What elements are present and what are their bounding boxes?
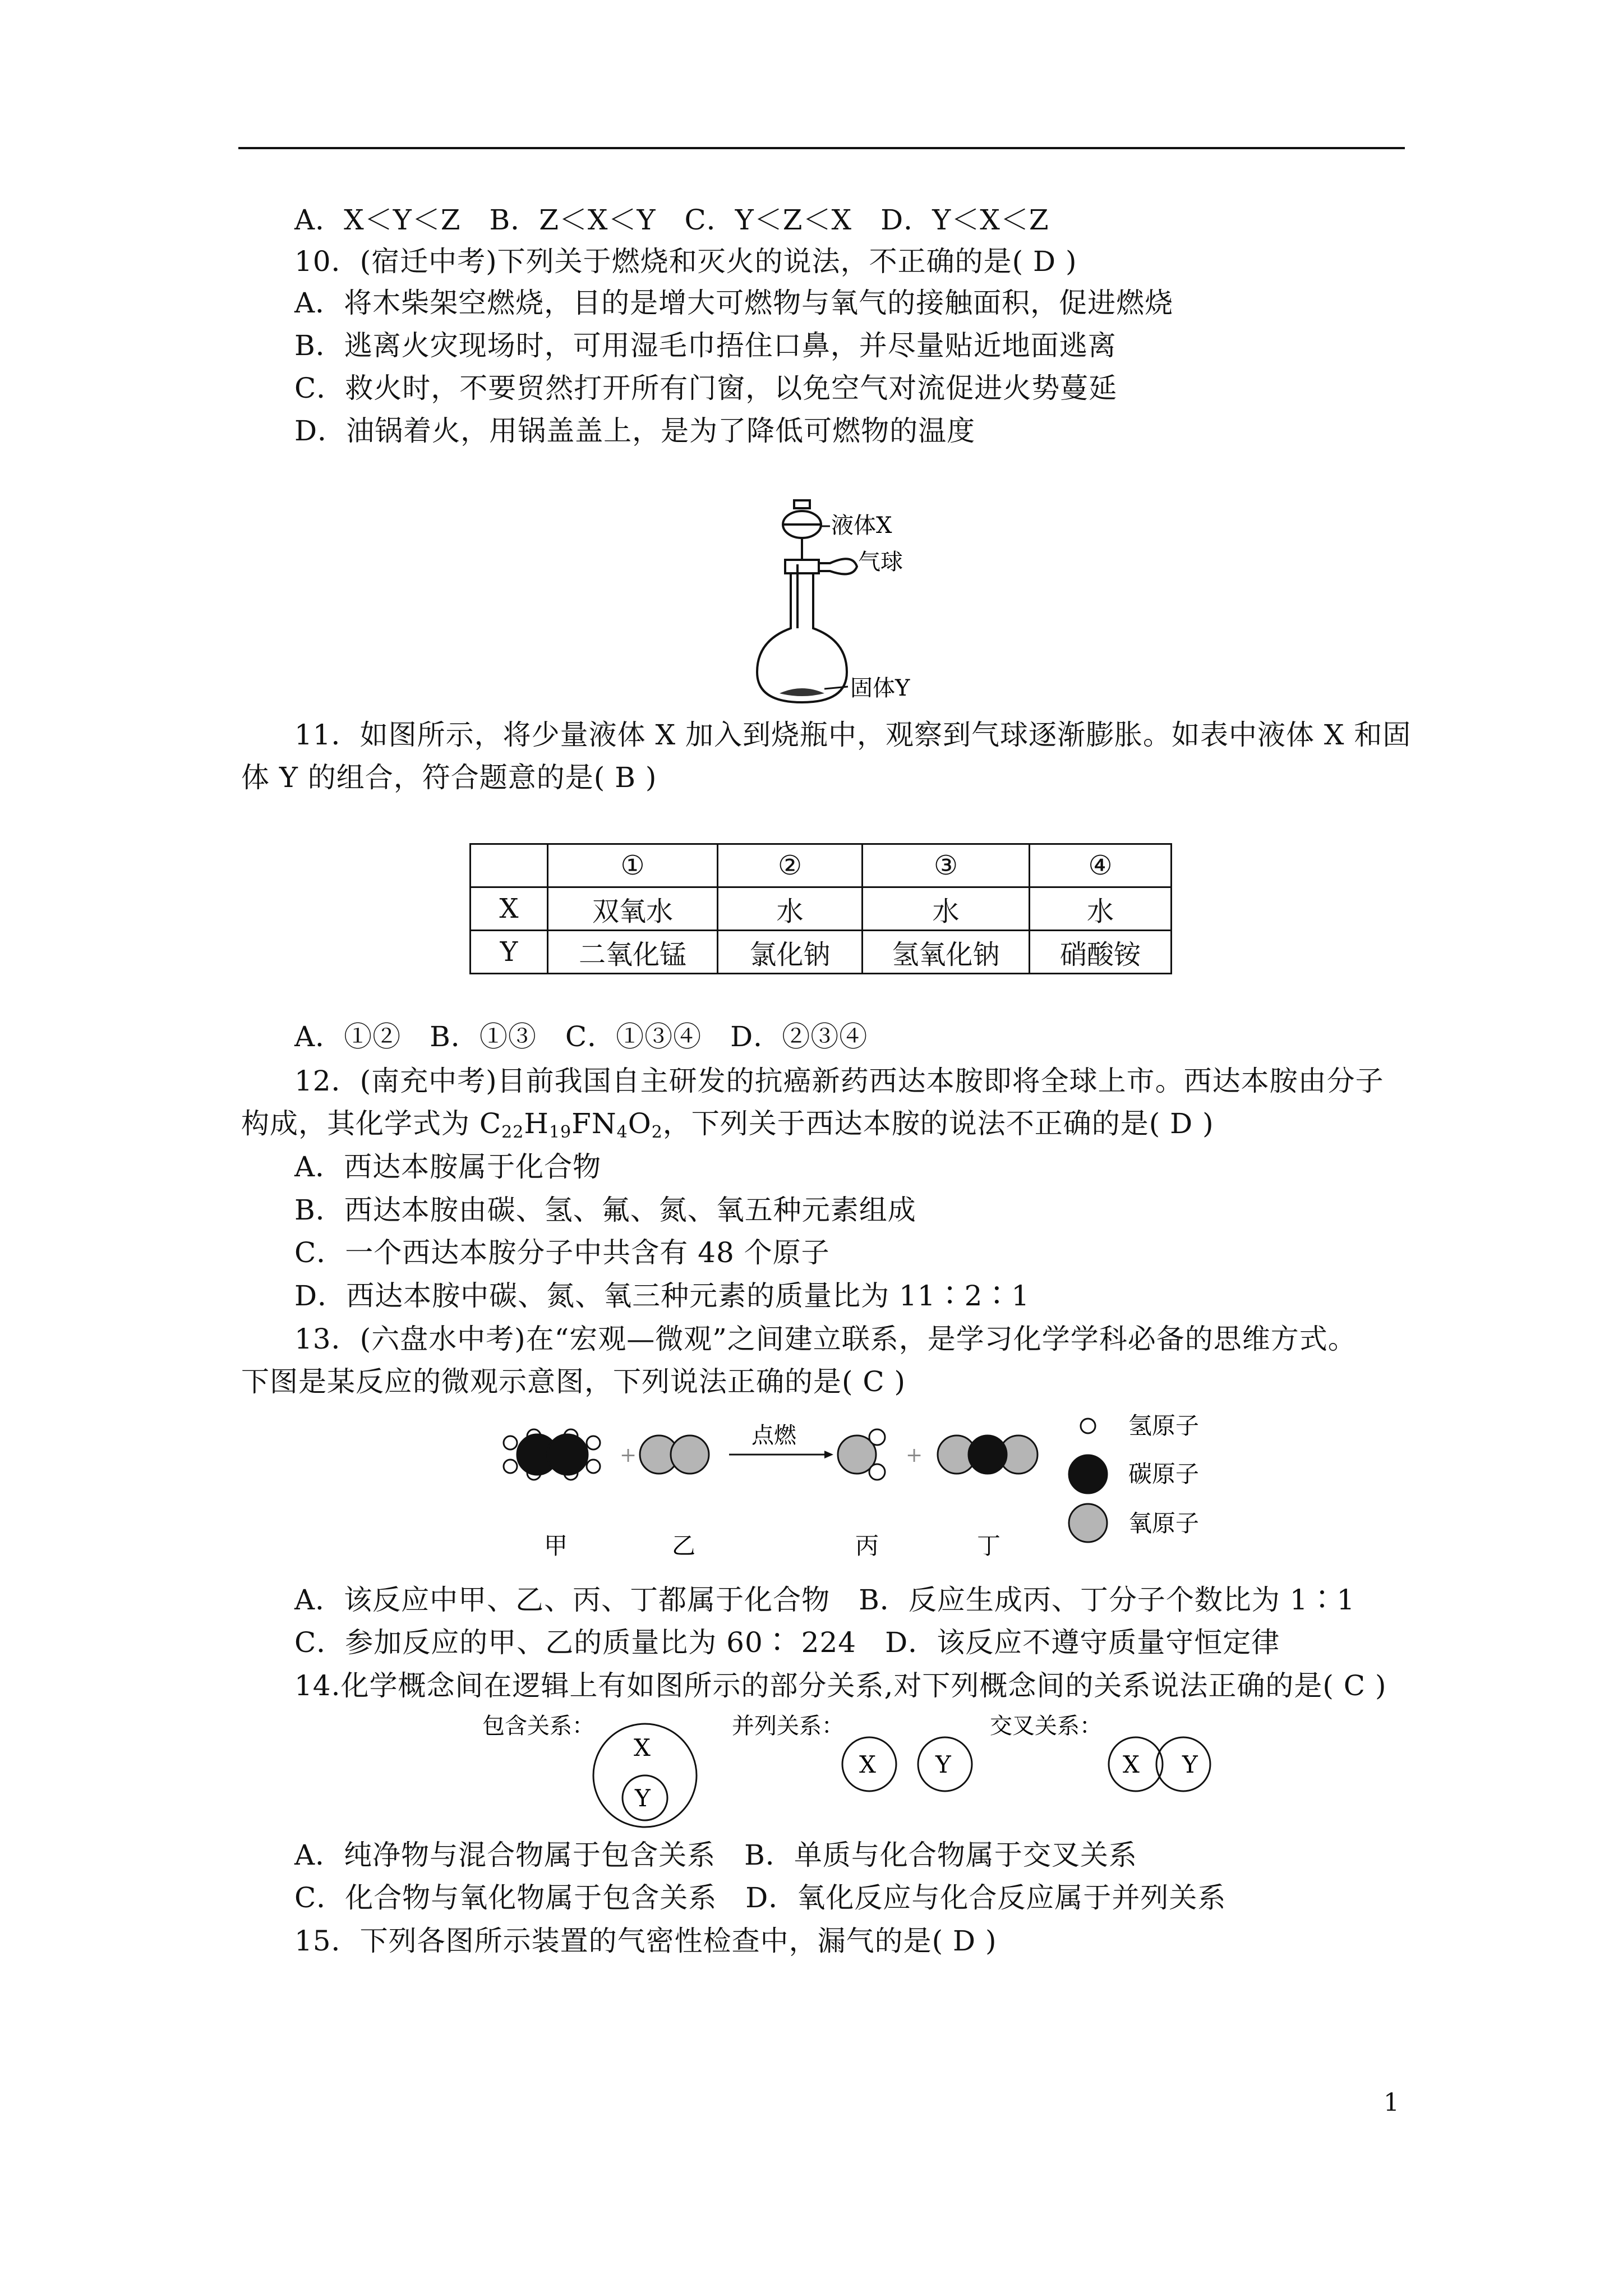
q9-options: A．X＜Y＜Z B．Z＜X＜Y C．Y＜Z＜X D．Y＜X＜Z [294,204,1049,236]
q12-option-c: C．一个西达本胺分子中共含有 48 个原子 [294,1236,830,1269]
q13-stem-line2: 下图是某反应的微观示意图，下列说法正确的是( C ) [241,1365,906,1398]
solid-y-label: 固体Y [850,675,910,701]
q11-stem-line2: 体 Y 的组合，符合题意的是( B ) [241,761,657,794]
q10-option-c: C．救火时，不要贸然打开所有门窗，以免空气对流促进火势蔓延 [294,372,1118,404]
cross-label: 交叉关系： [990,1713,1102,1739]
q10-option-b: B．逃离火灾现场时，可用湿毛巾捂住口鼻，并尽量贴近地面逃离 [294,329,1117,362]
q12-stem-line2: 构成，其化学式为 $C_{22}H_{19}FN_4O_2$，下列关于西达本胺的说法不正确的是( D ) [241,1107,1214,1142]
q14-options-line1: A．纯净物与混合物属于包含关系 B．单质与化合物属于交叉关系 [294,1839,1137,1871]
header-rule [238,147,1405,149]
parallel-label: 并列关系： [732,1713,844,1739]
q13-options-line2: C．参加反应的甲、乙的质量比为 60∶ 224 D．该反应不遵守质量守恒定律 [294,1626,1280,1659]
q10-option-a: A．将木柴架空燃烧，目的是增大可燃物与氧气的接触面积，促进燃烧 [294,287,1174,319]
legend-oxygen: 氧原子 [1128,1510,1200,1537]
contain-y: Y [635,1784,651,1812]
flask-apparatus-figure [746,494,959,707]
legend-hydrogen: 氢原子 [1128,1414,1200,1439]
contain-x: X [634,1734,651,1761]
parallel-y: Y [935,1751,951,1778]
cross-x: X [1123,1751,1140,1778]
q11-table [469,843,1172,974]
table-row: X 双氧水 水 水 水 [471,887,1172,931]
table-row: ① ② ③ ④ [471,844,1172,887]
q12-option-b: B．西达本胺由碳、氢、氟、氮、氧五种元素组成 [294,1194,916,1226]
concept-relation-diagram [482,1705,1290,1834]
label-jia: 甲 [544,1532,568,1559]
q13-options-line1: A．该反应中甲、乙、丙、丁都属于化合物 B．反应生成丙、丁分子个数比为 1∶1 [294,1584,1355,1616]
q14-options-line2: C．化合物与氧化物属于包含关系 D．氧化反应与化合反应属于并列关系 [294,1881,1227,1914]
q12-stem-line1: 12．(南充中考)目前我国自主研发的抗癌新药西达本胺即将全球上市。西达本胺由分子 [294,1065,1384,1097]
q14-stem: 14.化学概念间在逻辑上有如图所示的部分关系,对下列概念间的关系说法正确的是( C ) [294,1669,1387,1702]
plus-sign: + [906,1444,923,1467]
label-bing: 丙 [855,1532,879,1559]
table-row: Y 二氧化锰 氯化钠 氢氧化钠 硝酸铵 [471,931,1172,974]
contain-label: 包含关系： [482,1713,594,1739]
cross-y: Y [1182,1751,1198,1778]
q13-stem-line1: 13．(六盘水中考)在“宏观—微观”之间建立联系，是学习化学学科必备的思维方式。 [294,1323,1357,1355]
plus-sign: + [620,1444,637,1467]
page-number: 1 [1384,2088,1399,2117]
q11-options: A．①② B．①③ C．①③④ D．②③④ [294,1020,868,1053]
balloon-label: 气球 [858,549,903,575]
liquid-x-label: 液体X [831,513,892,539]
reaction-micro-diagram [494,1414,1256,1565]
q15-stem: 15．下列各图所示装置的气密性检查中，漏气的是( D ) [294,1925,997,1957]
q10-stem: 10．(宿迁中考)下列关于燃烧和灭火的说法，不正确的是( D ) [294,245,1077,278]
q11-stem-line1: 11．如图所示，将少量液体 X 加入到烧瓶中，观察到气球逐渐膨胀。如表中液体 X 和固 [294,719,1412,751]
reaction-condition: 点燃 [751,1423,796,1448]
label-yi: 乙 [672,1532,696,1559]
label-ding: 丁 [977,1532,1001,1559]
q10-option-d: D．油锅着火，用锅盖盖上，是为了降低可燃物的温度 [294,415,976,447]
legend-carbon: 碳原子 [1128,1460,1200,1488]
parallel-x: X [859,1751,876,1778]
q12-option-d: D．西达本胺中碳、氮、氧三种元素的质量比为 11∶2∶1 [294,1280,1030,1312]
q12-option-a: A．西达本胺属于化合物 [294,1151,602,1183]
